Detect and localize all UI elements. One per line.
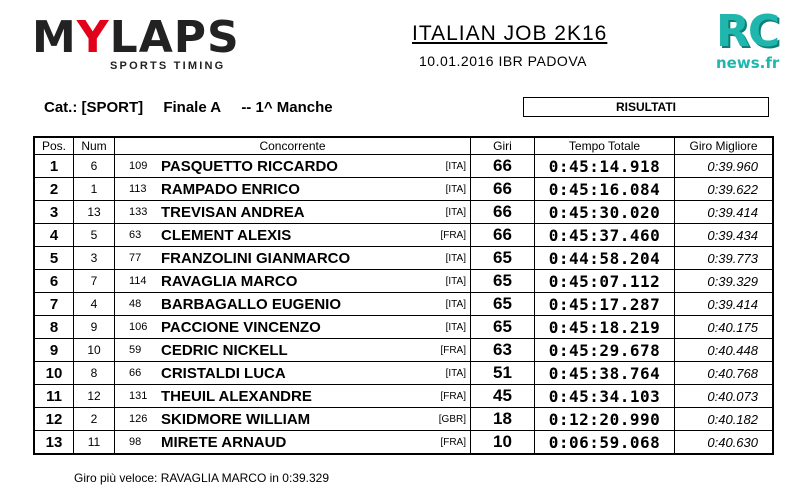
cell-time: 0:06:59.068 (535, 431, 675, 455)
cell-num: 2 (74, 408, 115, 431)
cell-code: 63 (115, 224, 162, 247)
cell-code: 66 (115, 362, 162, 385)
cell-pos: 9 (34, 339, 74, 362)
cell-name: THEUIL ALEXANDRE (161, 385, 401, 408)
cell-laps: 65 (471, 247, 535, 270)
cell-pos: 5 (34, 247, 74, 270)
cell-time: 0:45:18.219 (535, 316, 675, 339)
cell-time: 0:45:34.103 (535, 385, 675, 408)
category-line (44, 99, 349, 116)
cell-time: 0:45:29.678 (535, 339, 675, 362)
cell-name: FRANZOLINI GIANMARCO (161, 247, 401, 270)
cell-num: 3 (74, 247, 115, 270)
mylaps-logo-sub: SPORTS TIMING (110, 60, 226, 72)
cell-best: 0:40.073 (675, 385, 774, 408)
cell-laps: 66 (471, 224, 535, 247)
cell-best: 0:39.773 (675, 247, 774, 270)
cell-pos: 11 (34, 385, 74, 408)
cell-pos: 1 (34, 155, 74, 178)
cell-nat: [ITA] (401, 201, 471, 224)
cell-name: PASQUETTO RICCARDO (161, 155, 401, 178)
cell-best: 0:39.414 (675, 201, 774, 224)
col-num: Num (74, 137, 115, 155)
table-row (34, 408, 773, 431)
cell-best: 0:40.448 (675, 339, 774, 362)
cell-num: 1 (74, 178, 115, 201)
cell-pos: 7 (34, 293, 74, 316)
cell-laps: 63 (471, 339, 535, 362)
cell-time: 0:45:14.918 (535, 155, 675, 178)
cell-code: 131 (115, 385, 162, 408)
cell-code: 114 (115, 270, 162, 293)
cell-num: 6 (74, 155, 115, 178)
mylaps-logo-text: MYLAPS (32, 12, 240, 63)
col-laps: Giri (471, 137, 535, 155)
fastest-lap-note: Giro più veloce: RAVAGLIA MARCO in 0:39.329 (74, 471, 330, 485)
cell-name: BARBAGALLO EUGENIO (161, 293, 401, 316)
cell-name: CEDRIC NICKELL (161, 339, 401, 362)
cell-time: 0:45:07.112 (535, 270, 675, 293)
cell-pos: 2 (34, 178, 74, 201)
cell-code: 106 (115, 316, 162, 339)
cell-laps: 66 (471, 155, 535, 178)
table-row (34, 247, 773, 270)
rcnews-logo (714, 6, 788, 72)
cell-laps: 45 (471, 385, 535, 408)
cell-name: CRISTALDI LUCA (161, 362, 401, 385)
cell-name: MIRETE ARNAUD (161, 431, 401, 455)
cell-time: 0:45:37.460 (535, 224, 675, 247)
table-row (34, 155, 773, 178)
cell-name: PACCIONE VINCENZO (161, 316, 401, 339)
cell-best: 0:40.630 (675, 431, 774, 455)
col-competitor: Concorrente (115, 137, 471, 155)
col-best-lap: Giro Migliore (675, 137, 774, 155)
table-row (34, 178, 773, 201)
cell-best: 0:39.329 (675, 270, 774, 293)
cell-laps: 66 (471, 201, 535, 224)
cell-laps: 51 (471, 362, 535, 385)
table-header-row (34, 137, 773, 155)
cell-time: 0:45:38.764 (535, 362, 675, 385)
cell-name: CLEMENT ALEXIS (161, 224, 401, 247)
cell-code: 109 (115, 155, 162, 178)
cell-time: 0:45:17.287 (535, 293, 675, 316)
cell-code: 77 (115, 247, 162, 270)
cell-nat: [GBR] (401, 408, 471, 431)
cell-time: 0:45:16.084 (535, 178, 675, 201)
cell-code: 126 (115, 408, 162, 431)
cell-code: 133 (115, 201, 162, 224)
cell-best: 0:39.622 (675, 178, 774, 201)
cell-laps: 65 (471, 316, 535, 339)
cell-pos: 8 (34, 316, 74, 339)
cell-num: 10 (74, 339, 115, 362)
cell-code: 59 (115, 339, 162, 362)
cell-code: 48 (115, 293, 162, 316)
cell-nat: [ITA] (401, 362, 471, 385)
cell-best: 0:39.960 (675, 155, 774, 178)
rcnews-logo-small: news.fr (716, 54, 780, 72)
cell-best: 0:39.434 (675, 224, 774, 247)
cell-code: 98 (115, 431, 162, 455)
cell-nat: [ITA] (401, 270, 471, 293)
cell-pos: 13 (34, 431, 74, 455)
cell-name: SKIDMORE WILLIAM (161, 408, 401, 431)
cell-num: 8 (74, 362, 115, 385)
cell-best: 0:40.768 (675, 362, 774, 385)
cell-pos: 4 (34, 224, 74, 247)
cell-num: 11 (74, 431, 115, 455)
cell-laps: 18 (471, 408, 535, 431)
cell-num: 9 (74, 316, 115, 339)
cell-nat: [ITA] (401, 178, 471, 201)
cell-pos: 3 (34, 201, 74, 224)
table-row (34, 431, 773, 455)
cell-name: RAVAGLIA MARCO (161, 270, 401, 293)
mylaps-logo (32, 14, 247, 74)
cell-num: 12 (74, 385, 115, 408)
cell-nat: [ITA] (401, 293, 471, 316)
table-row (34, 270, 773, 293)
table-row (34, 224, 773, 247)
col-pos: Pos. (34, 137, 74, 155)
cell-num: 5 (74, 224, 115, 247)
cell-nat: [ITA] (401, 247, 471, 270)
results-table (33, 136, 774, 455)
table-row (34, 385, 773, 408)
cell-laps: 65 (471, 293, 535, 316)
event-title: ITALIAN JOB 2K16 (412, 22, 608, 45)
cell-nat: [FRA] (401, 339, 471, 362)
results-box: RISULTATI (523, 97, 769, 117)
cell-laps: 10 (471, 431, 535, 455)
cell-best: 0:40.182 (675, 408, 774, 431)
cell-nat: [FRA] (401, 224, 471, 247)
cell-num: 7 (74, 270, 115, 293)
cell-code: 113 (115, 178, 162, 201)
category-label: Cat.: [SPORT] (44, 99, 144, 116)
cell-laps: 66 (471, 178, 535, 201)
table-row (34, 339, 773, 362)
cell-num: 13 (74, 201, 115, 224)
cell-pos: 10 (34, 362, 74, 385)
cell-best: 0:39.414 (675, 293, 774, 316)
cell-time: 0:45:30.020 (535, 201, 675, 224)
rcnews-logo-big: RC (716, 6, 779, 57)
cell-nat: [FRA] (401, 431, 471, 455)
cell-time: 0:44:58.204 (535, 247, 675, 270)
cell-nat: [FRA] (401, 385, 471, 408)
cell-name: RAMPADO ENRICO (161, 178, 401, 201)
cell-best: 0:40.175 (675, 316, 774, 339)
cell-num: 4 (74, 293, 115, 316)
cell-nat: [ITA] (401, 155, 471, 178)
table-row (34, 316, 773, 339)
cell-laps: 65 (471, 270, 535, 293)
table-row (34, 201, 773, 224)
manche-label: -- 1^ Manche (241, 99, 333, 116)
table-row (34, 293, 773, 316)
cell-pos: 12 (34, 408, 74, 431)
final-label: Finale A (163, 99, 222, 116)
cell-time: 0:12:20.990 (535, 408, 675, 431)
cell-pos: 6 (34, 270, 74, 293)
cell-nat: [ITA] (401, 316, 471, 339)
table-row (34, 362, 773, 385)
col-total-time: Tempo Totale (535, 137, 675, 155)
event-date-venue: 10.01.2016 IBR PADOVA (419, 53, 587, 69)
cell-name: TREVISAN ANDREA (161, 201, 401, 224)
